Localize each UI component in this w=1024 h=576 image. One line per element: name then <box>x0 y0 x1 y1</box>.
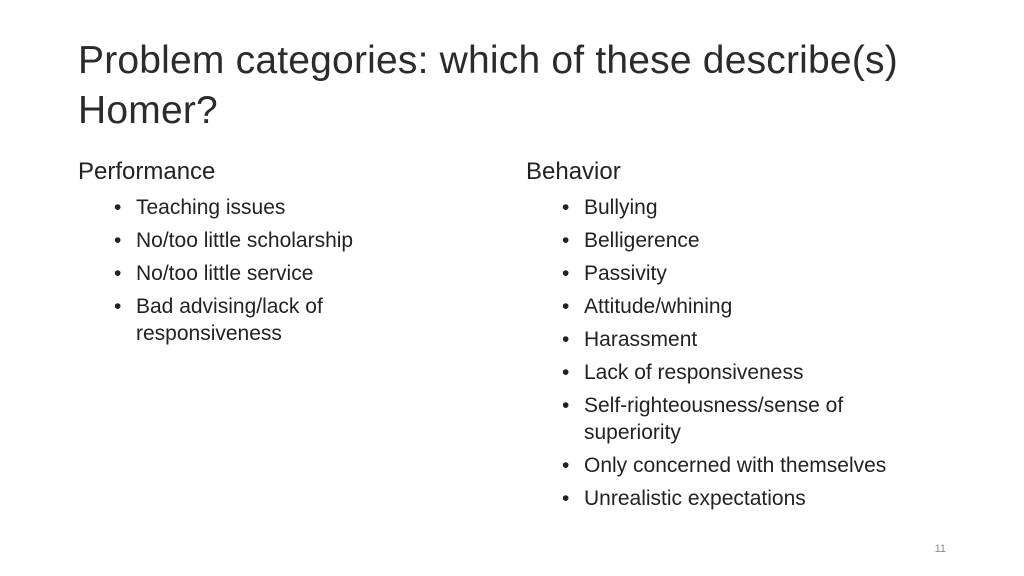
list-item-text: Only concerned with themselves <box>584 454 887 477</box>
list-item-text: Passivity <box>584 262 667 285</box>
bullet-icon: • <box>562 328 570 351</box>
list-item-text: Unrealistic expectations <box>584 487 806 510</box>
bullet-icon: • <box>562 454 570 477</box>
list-item-text: No/too little scholarship <box>136 229 354 252</box>
list-item <box>114 260 498 287</box>
list-item <box>562 293 966 320</box>
column-heading-behavior: Behavior <box>526 158 621 185</box>
bullet-icon: • <box>562 229 570 252</box>
list-item <box>562 194 966 221</box>
list-item <box>562 452 966 479</box>
list-item <box>562 326 966 353</box>
bullet-icon: • <box>114 196 122 219</box>
list-item <box>562 485 966 512</box>
slide-title: Problem categories: which of these describe(s) Homer? <box>78 39 898 132</box>
list-item <box>562 260 966 287</box>
list-item-text: Teaching issues <box>136 196 286 219</box>
bullet-icon: • <box>562 262 570 285</box>
list-item <box>562 392 884 446</box>
list-item-text: Bad advising/lack of responsiveness <box>136 295 323 345</box>
list-item-text: No/too little service <box>136 262 314 285</box>
list-item-text: Lack of responsiveness <box>584 361 804 384</box>
bullet-icon: • <box>562 295 570 318</box>
column-behavior <box>526 156 966 518</box>
list-item-text: Self-righteousness/sense of superiority <box>584 394 844 444</box>
list-item-text: Attitude/whining <box>584 295 733 318</box>
list-item-text: Harassment <box>584 328 698 351</box>
bullet-icon: • <box>114 262 122 285</box>
bullet-icon: • <box>562 394 570 417</box>
list-item <box>114 194 498 221</box>
bullet-icon: • <box>114 295 122 318</box>
list-item-text: Belligerence <box>584 229 700 252</box>
list-item <box>562 227 966 254</box>
column-heading-performance: Performance <box>78 158 216 185</box>
list-item <box>114 293 366 347</box>
page-number: 11 <box>934 543 946 555</box>
performance-list <box>78 194 498 347</box>
list-item <box>114 227 498 254</box>
bullet-icon: • <box>562 487 570 510</box>
behavior-list <box>526 194 966 512</box>
list-item-text: Bullying <box>584 196 658 219</box>
bullet-icon: • <box>562 196 570 219</box>
bullet-icon: • <box>114 229 122 252</box>
list-item <box>562 359 966 386</box>
column-performance <box>78 156 498 353</box>
bullet-icon: • <box>562 361 570 384</box>
